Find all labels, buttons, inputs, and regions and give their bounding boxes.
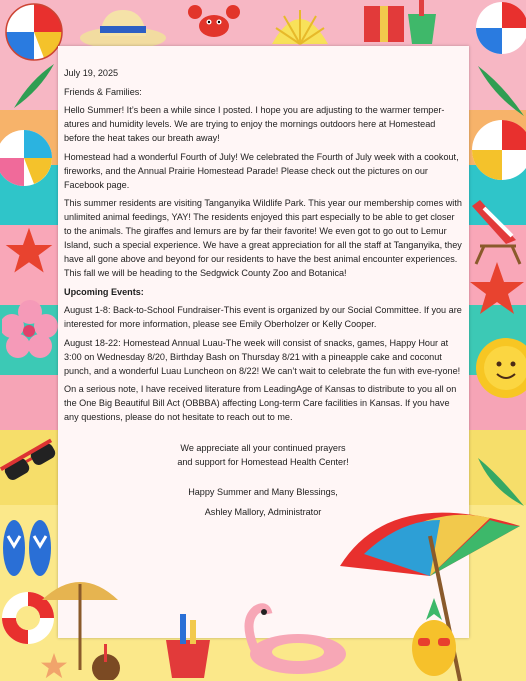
paragraph-obbba: On a serious note, I have received literature from LeadingAge of Kansas to distribute to you all on the One Big Beautiful Bill Act (OBBBA) affecting Long-term Care facilities in Kansas. If you have any questions, please do not hesitate to reach out to me.: [64, 384, 457, 422]
signoff-line-2: Ashley Mallory, Administrator: [204, 507, 322, 517]
bucket-icon: [404, 0, 440, 46]
event-luau: August 18-22: Homestead Annual Luau-The week will consist of snacks, games, Happy Hour at 3:00 on Wednesday 8/20, Birthday Bash on Thursday 8/21 with a pineapple cake and coconut punch, and a wonderful Luau Luncheon on 8/22! We can’t wait to celebrate the fun with eve-ryone!: [64, 337, 461, 376]
palm-leaf-icon: [474, 62, 526, 118]
paragraph-fourth-of-july: Homestead had a wonderful Fourth of July! We celebrated the Fourth of July week with a cookout, fireworks, and the Annual Prairie Homestead Parade! Please check out the pictures on our Facebook page.: [64, 151, 459, 190]
starfish-icon: [4, 226, 54, 276]
hibiscus-icon: [2, 300, 58, 362]
letter-body: [64, 66, 462, 524]
beach-ball-icon: [472, 0, 526, 60]
beach-ball-icon: [470, 118, 526, 182]
flamingo-float-icon: [238, 602, 348, 678]
paragraph-summer-greeting: Hello Summer! It’s been a while since I posted. I hope you are adjusting to the warmer temper-atures and humidity levels. We are trying to enjoy the mornings outdoors here at Homestead before the heat takes our breath away!: [64, 105, 445, 143]
closing-line-2: and support for Homestead Health Center!: [177, 456, 349, 467]
crab-icon: [186, 2, 242, 42]
beach-ball-icon: [0, 128, 56, 188]
signoff-line-1: Happy Summer and Many Blessings,: [188, 487, 338, 497]
beach-chair-icon: [470, 196, 526, 266]
beach-umbrella-icon: [40, 570, 120, 670]
paragraph-tanganyika: This summer residents are visiting Tanganyika Wildlife Park. This year our membership comes with unlimited animal feedings, YAY! The residents enjoyed this part especially to be able to get closer to the animals. The giraffes and lemurs are by far their favorite! We even got to go out to Lemur Island, such a special experience. We have a great appreciation for all the staff at Tanganyika, they have all gone above and beyond for our residents to have the best animal encounter experiences. This fall we will be heading to the Sedgwick County Zoo and Botanica!: [64, 198, 462, 278]
sun-icon: [470, 328, 526, 408]
upcoming-events-heading: Upcoming Events:: [64, 286, 144, 297]
bucket-icon: [160, 610, 216, 680]
closing-line-1: We appreciate all your continued prayers: [180, 442, 346, 453]
starfish-icon: [468, 260, 526, 318]
gift-box-icon: [360, 0, 408, 44]
sun-hat-icon: [78, 4, 168, 50]
sunglasses-icon: [0, 432, 58, 488]
beach-ball-icon: [4, 2, 64, 62]
seashell-icon: [268, 4, 332, 48]
pineapple-icon: [404, 596, 464, 681]
palm-leaf-icon: [10, 60, 56, 110]
letter-greeting: Friends & Families:: [64, 86, 142, 97]
letter-date: July 19, 2025: [64, 68, 119, 78]
event-fundraiser: August 1-8: Back-to-School Fundraiser-This event is organized by our Social Committee. If you are interested for more information, please see Emily Oberholzer or Kelly Cooper.: [64, 305, 462, 329]
